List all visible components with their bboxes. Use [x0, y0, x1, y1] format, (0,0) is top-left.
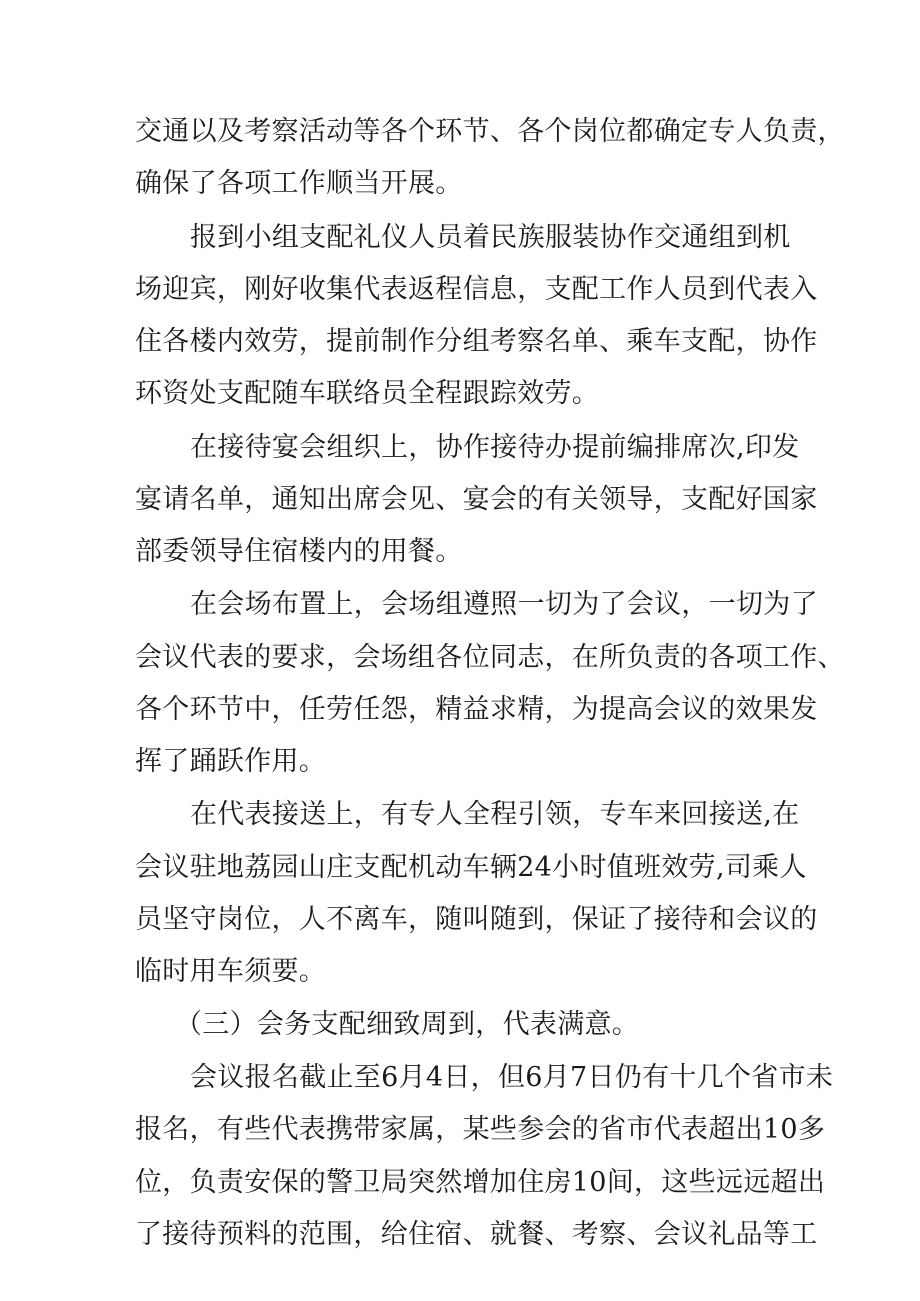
text-line: 宴请名单，通知出席会见、宴会的有关领导，支配好国家 [135, 484, 818, 515]
section-heading: （三）会务支配细致周到，代表满意。 [175, 1009, 640, 1040]
text-line: 在接待宴会组织上，协作接待办提前编排席次,印发 [190, 432, 800, 463]
text-line: 报名，有些代表携带家属，某些参会的省市代表超出10多 [135, 1114, 826, 1145]
text-line: 会议代表的要求，会场组各位同志，在所负责的各项工作、 [135, 642, 845, 673]
text-line: 在会场布置上，会场组遵照一切为了会议，一切为了 [190, 589, 818, 620]
text-line: 报到小组支配礼仪人员着民族服装协作交通组到机 [190, 222, 791, 253]
text-line: 会议驻地荔园山庄支配机动车辆24小时值班效劳,司乘人 [135, 852, 807, 883]
text-line: 交通以及考察活动等各个环节、各个岗位都确定专人负责， [135, 116, 845, 147]
text-line: 场迎宾，刚好收集代表返程信息，支配工作人员到代表入 [135, 274, 818, 305]
text-line: 环资处支配随车联络员全程跟踪效劳。 [135, 378, 600, 409]
text-line: 各个环节中，任劳任怨，精益求精，为提高会议的效果发 [135, 694, 818, 725]
text-line: 员坚守岗位，人不离车，随叫随到，保证了接待和会议的 [135, 904, 818, 935]
text-line: 会议报名截止至6月4日，但6月7日仍有十几个省市未 [190, 1062, 834, 1093]
text-line: 挥了踊跃作用。 [135, 746, 327, 777]
text-line: 住各楼内效劳，提前制作分组考察名单、乘车支配，协作 [135, 326, 818, 357]
text-line: 位，负责安保的警卫局突然增加住房10间，这些远远超出 [135, 1167, 826, 1198]
text-line: 部委领导住宿楼内的用餐。 [135, 536, 463, 567]
text-line: 在代表接送上，有专人全程引领，专车来回接送,在 [190, 799, 800, 830]
text-line: 确保了各项工作顺当开展。 [135, 168, 463, 199]
text-line: 了接待预料的范围，给住宿、就餐、考察、会议礼品等工 [135, 1219, 818, 1250]
text-line: 临时用车须要。 [135, 956, 327, 987]
